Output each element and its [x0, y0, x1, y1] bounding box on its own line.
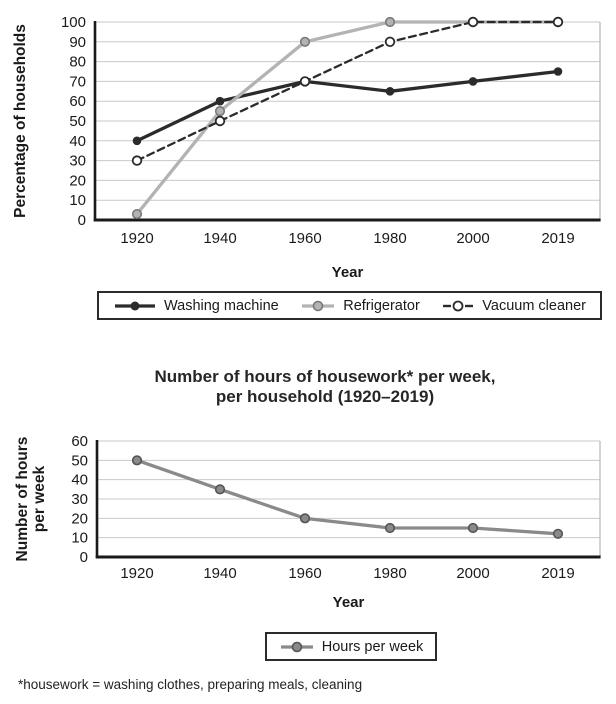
x-tick-label: 1920 — [120, 565, 154, 582]
x-tick-label: 1960 — [288, 565, 322, 582]
y-tick-label: 50 — [69, 113, 86, 130]
series-marker-washing-machine — [133, 137, 142, 146]
appliances-legend — [97, 291, 602, 320]
legend-label-hours-per-week: Hours per week — [321, 638, 424, 655]
series-marker-vacuum-cleaner — [554, 18, 563, 27]
housework-hours-chart — [0, 420, 616, 612]
y-tick-label: 20 — [71, 510, 88, 528]
series-marker-refrigerator — [133, 210, 142, 219]
series-marker-hours-per-week — [133, 456, 142, 465]
series-marker-hours-per-week — [301, 514, 310, 523]
legend-item-refrigerator — [300, 298, 420, 314]
series-marker-vacuum-cleaner — [301, 77, 310, 86]
series-marker-vacuum-cleaner — [469, 18, 478, 27]
series-marker-vacuum-cleaner — [386, 38, 395, 47]
series-line-hours-per-week — [137, 460, 558, 533]
y-tick-label: 100 — [60, 14, 86, 31]
footnote: *housework = washing clothes, preparing meals, cleaning — [18, 677, 363, 692]
y-tick-label: 60 — [71, 433, 88, 450]
series-marker-hours-per-week — [216, 485, 225, 494]
y-tick-label: 0 — [79, 549, 88, 566]
appliances-ownership-chart — [0, 0, 616, 286]
legend-dot — [454, 301, 463, 310]
series-marker-refrigerator — [386, 18, 395, 27]
legend-label-washing-machine: Washing machine — [164, 297, 279, 314]
series-marker-washing-machine — [469, 77, 478, 86]
y-tick-label: 50 — [71, 452, 88, 470]
y-axis-title: Percentage of households — [12, 24, 29, 218]
series-marker-refrigerator — [301, 38, 310, 47]
y-tick-label: 20 — [69, 172, 86, 190]
y-tick-label: 30 — [69, 152, 86, 170]
housework-legend — [265, 632, 437, 661]
legend-dot — [314, 301, 323, 310]
x-tick-label: 2000 — [456, 565, 490, 582]
y-tick-label: 30 — [71, 491, 88, 508]
y-tick-label: 60 — [69, 93, 86, 111]
series-marker-hours-per-week — [469, 524, 478, 533]
y-tick-label: 40 — [69, 132, 86, 150]
y-tick-label: 70 — [69, 73, 86, 91]
housework-chart-title-line2: per household (1920–2019) — [215, 387, 435, 406]
legend-marker-refrigerator-icon — [300, 300, 336, 312]
x-axis-title: Year — [332, 594, 365, 611]
x-tick-label: 1980 — [373, 565, 407, 582]
x-tick-label: 2019 — [541, 565, 575, 582]
x-tick-label: 1980 — [373, 230, 407, 247]
x-tick-label: 1920 — [120, 230, 154, 247]
x-tick-label: 1960 — [288, 230, 322, 247]
y-tick-label: 10 — [69, 192, 86, 210]
y-axis-title: Number of hours — [14, 436, 31, 562]
series-marker-hours-per-week — [386, 524, 395, 533]
series-marker-washing-machine — [386, 87, 395, 96]
legend-marker-washing-machine-icon — [113, 300, 157, 312]
series-line-vacuum-cleaner — [137, 22, 558, 161]
x-tick-label: 1940 — [203, 565, 237, 582]
legend-dot — [292, 642, 301, 651]
y-tick-label: 0 — [77, 212, 86, 229]
series-marker-washing-machine — [216, 97, 225, 106]
series-marker-vacuum-cleaner — [133, 156, 142, 165]
housework-chart-title-line1: Number of hours of housework* per week, — [154, 367, 496, 386]
series-marker-washing-machine — [554, 67, 563, 76]
x-tick-label: 2019 — [541, 230, 575, 247]
legend-marker-vacuum-cleaner-icon — [441, 300, 475, 312]
legend-item-hours-per-week — [279, 639, 424, 655]
y-tick-label: 40 — [71, 471, 88, 489]
y-axis-title: per week — [31, 465, 48, 533]
y-tick-label: 10 — [71, 529, 88, 547]
legend-marker-hours-per-week-icon — [279, 641, 315, 653]
legend-item-washing-machine — [113, 298, 279, 314]
legend-dot — [131, 301, 140, 310]
x-tick-label: 1940 — [203, 230, 237, 247]
y-tick-label: 80 — [69, 53, 86, 71]
series-line-refrigerator — [137, 22, 558, 214]
legend-item-vacuum-cleaner — [441, 298, 586, 314]
x-tick-label: 2000 — [456, 230, 490, 247]
x-axis-title: Year — [331, 264, 364, 281]
series-marker-vacuum-cleaner — [216, 117, 225, 126]
legend-label-vacuum-cleaner: Vacuum cleaner — [482, 297, 586, 314]
legend-label-refrigerator: Refrigerator — [343, 297, 420, 314]
housework-chart-title — [17, 367, 616, 407]
series-marker-refrigerator — [216, 107, 225, 116]
series-marker-hours-per-week — [554, 530, 563, 539]
y-tick-label: 90 — [69, 33, 86, 51]
